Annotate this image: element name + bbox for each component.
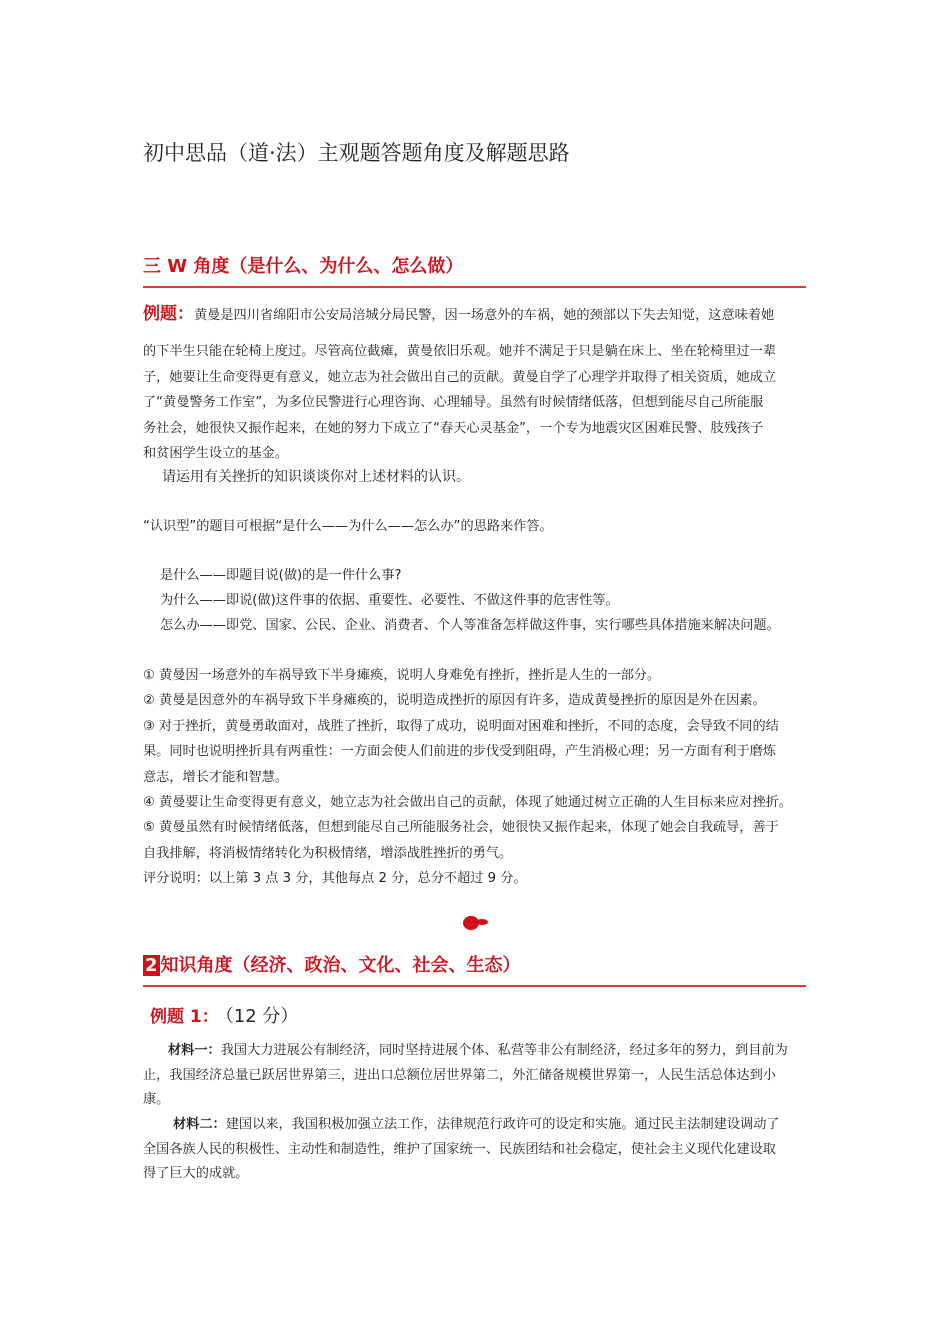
section2-heading bbox=[143, 951, 521, 977]
material2-label: 材料二： bbox=[173, 1117, 226, 1132]
material1-line: 康。 bbox=[143, 1092, 170, 1107]
example-line: 子，她要让生命变得更有意义，她立志为社会做出自己的贡献。黄曼自学了心理学并取得了相关资质，她成立 bbox=[143, 369, 776, 385]
example-label: 例题： bbox=[143, 304, 194, 324]
scoring-note: 评分说明：以上第 3 点 3 分，其他每点 2 分，总分不超过 9 分。 bbox=[143, 871, 527, 887]
example1-label: 例题 1： bbox=[150, 1007, 219, 1027]
answer-item: ② 黄曼是因意外的车祸导致下半身瘫痪的，说明造成挫折的原因有许多，造成黄曼挫折的原因是外在因素。 bbox=[143, 693, 766, 709]
section-number-badge: 2 bbox=[145, 955, 158, 976]
material1-label: 材料一： bbox=[168, 1043, 221, 1058]
example-line: 务社会，她很快又振作起来，在她的努力下成立了“春天心灵基金”，一个专为地震灾区困难民警、肢残孩子 bbox=[143, 420, 764, 436]
method-item: 怎么办——即党、国家、公民、企业、消费者、个人等准备怎样做这件事，实行哪些具体措施来解决问题。 bbox=[160, 618, 780, 633]
answer-item: ⑤ 黄曼虽然有时候情绪低落，但想到能尽自己所能服务社会，她很快又振作起来，体现了她会自我疏导，善于 bbox=[143, 820, 779, 836]
material1 bbox=[143, 1039, 788, 1113]
section1-example-body bbox=[143, 339, 823, 467]
answer-item: ④ 黄曼要让生命变得更有意义，她立志为社会做出自己的贡献，体现了她通过树立正确的人生目标来应对挫折。 bbox=[143, 795, 793, 811]
method-list bbox=[160, 563, 780, 638]
material2-line: 得了巨大的成就。 bbox=[143, 1166, 249, 1181]
answer-list bbox=[143, 663, 792, 892]
answer-item: 果。同时也说明挫折具有两重性：一方面会使人们前进的步伐受到阻碍，产生消极心理；另一方面有利于磨炼 bbox=[143, 744, 776, 760]
material2 bbox=[143, 1113, 780, 1187]
question-text: 请运用有关挫折的知识谈谈你对上述材料的认识。 bbox=[162, 469, 470, 485]
section1-divider bbox=[143, 286, 806, 288]
example-line: 了“黄曼警务工作室”，为多位民警进行心理咨询、心理辅导。虽然有时候情绪低落，但想到能尽自己所能服 bbox=[143, 395, 764, 410]
example-line: 黄曼是四川省绵阳市公安局涪城分局民警，因一场意外的车祸，她的颈部以下失去知觉，这意味着她 bbox=[194, 308, 775, 323]
example-line: 和贫困学生设立的基金。 bbox=[143, 446, 289, 461]
answer-item: ③ 对于挫折，黄曼勇敢面对，战胜了挫折，取得了成功，说明面对困难和挫折，不同的态度，会导致不同的结 bbox=[143, 718, 779, 734]
material1-line: 我国大力进展公有制经济，同时坚持进展个体、私营等非公有制经济，经过多年的努力，到目前为 bbox=[220, 1043, 788, 1058]
red-blob-icon bbox=[462, 914, 490, 932]
hint-text: “认识型”的题目可根据“是什么——为什么——怎么办”的思路来作答。 bbox=[143, 519, 553, 534]
section2-heading-text: 知识角度（经济、政治、文化、社会、生态） bbox=[160, 955, 521, 976]
page-title: 初中思品（道·法）主观题答题角度及解题思路 bbox=[143, 141, 570, 165]
method-item: 为什么——即说(做)这件事的依据、重要性、必要性、不做这件事的危害性等。 bbox=[160, 593, 619, 608]
example-line: 的下半生只能在轮椅上度过。尽管高位截瘫，黄曼依旧乐观。她并不满足于只是躺在床上、坐在轮椅里过一辈 bbox=[143, 344, 776, 359]
method-item: 是什么——即题目说(做)的是一件什么事? bbox=[160, 568, 402, 583]
answer-item: ① 黄曼因一场意外的车祸导致下半身瘫痪，说明人身难免有挫折，挫折是人生的一部分。 bbox=[143, 668, 661, 683]
section2-divider bbox=[143, 985, 806, 987]
example1-score: （12 分） bbox=[224, 1006, 299, 1027]
material2-line: 建国以来，我国积极加强立法工作，法律规范行政许可的设定和实施。通过民主法制建设调动了 bbox=[225, 1117, 780, 1132]
section1-example bbox=[143, 302, 823, 329]
section1-heading: 三 W 角度（是什么、为什么、怎么做） bbox=[143, 256, 464, 277]
answer-item: 意志，增长才能和智慧。 bbox=[143, 769, 289, 785]
example1-header bbox=[150, 1002, 298, 1028]
answer-item: 自我排解，将消极情绪转化为积极情绪，增添战胜挫折的勇气。 bbox=[143, 845, 513, 861]
material2-line: 全国各族人民的积极性、主动性和制造性，维护了国家统一、民族团结和社会稳定，使社会主义现代化建设取 bbox=[143, 1141, 776, 1157]
material1-line: 止，我国经济总量已跃居世界第三，进出口总额位居世界第二，外汇储备规模世界第一，人民生活总体达到小 bbox=[143, 1067, 776, 1083]
